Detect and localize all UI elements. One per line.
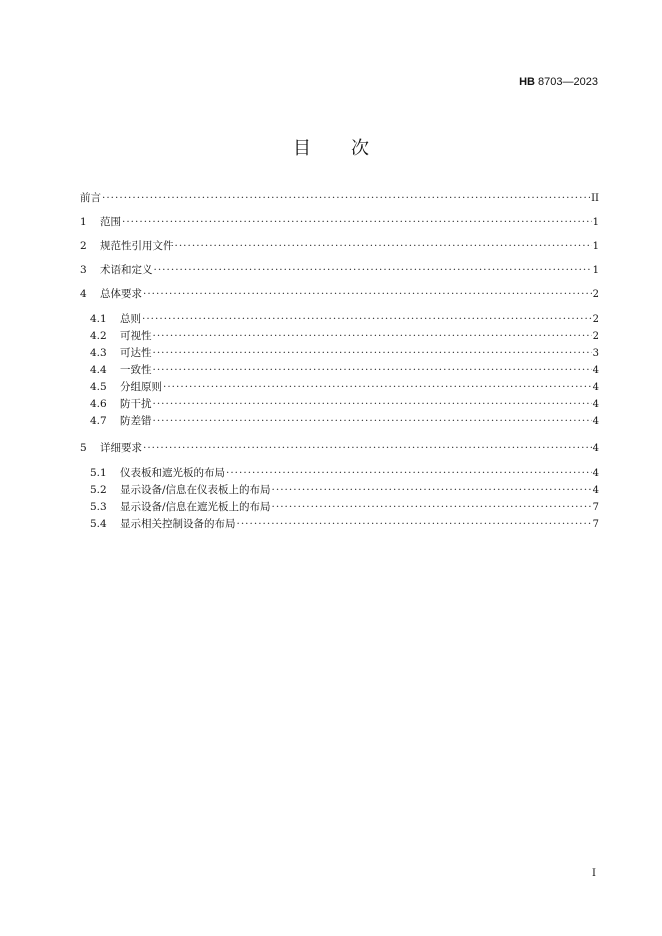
toc-entry-label: 前言 bbox=[80, 192, 101, 204]
toc-entry-number: 5.3 bbox=[90, 501, 107, 513]
toc-entry-number: 4.6 bbox=[90, 398, 107, 410]
toc-entry-page: 2 bbox=[592, 314, 599, 325]
toc-subentry[interactable] bbox=[90, 328, 599, 342]
toc-entry-label: 防差错 bbox=[120, 415, 152, 427]
toc-entry-label: 范围 bbox=[100, 216, 121, 228]
standard-code: 8703—2023 bbox=[538, 76, 598, 88]
leader-dots bbox=[143, 442, 592, 454]
toc-entry-page: 4 bbox=[592, 399, 599, 410]
toc-entry-page: 7 bbox=[592, 519, 599, 530]
page-folio: I bbox=[592, 868, 596, 879]
toc-entry-number: 5 bbox=[80, 442, 87, 454]
toc-entry-page: 4 bbox=[592, 382, 599, 393]
toc-entry-page: 1 bbox=[592, 265, 599, 276]
toc-entry-page: 1 bbox=[592, 241, 599, 252]
leader-dots bbox=[272, 484, 592, 496]
leader-dots bbox=[175, 240, 592, 252]
toc-entry[interactable] bbox=[80, 190, 599, 204]
leader-dots bbox=[102, 192, 590, 204]
toc-subentry[interactable] bbox=[90, 499, 599, 513]
leader-dots bbox=[272, 501, 592, 513]
toc-subentry[interactable] bbox=[90, 345, 599, 359]
toc-entry-label: 一致性 bbox=[120, 364, 152, 376]
toc-entry-number: 4 bbox=[80, 288, 87, 300]
leader-dots bbox=[226, 467, 592, 479]
toc-entry-label: 防干扰 bbox=[120, 398, 152, 410]
toc-subentry[interactable] bbox=[90, 516, 599, 530]
toc-entry-number: 3 bbox=[80, 264, 87, 276]
toc-entry-label: 分组原则 bbox=[120, 381, 162, 393]
toc-subentry[interactable] bbox=[90, 396, 599, 410]
standard-number bbox=[519, 76, 598, 88]
leader-dots bbox=[153, 364, 592, 376]
toc-subentry[interactable] bbox=[90, 413, 599, 427]
toc-entry-label: 显示相关控制设备的布局 bbox=[120, 518, 236, 530]
toc-entry-number: 5.4 bbox=[90, 518, 107, 530]
toc-subentry[interactable] bbox=[90, 482, 599, 496]
leader-dots bbox=[122, 216, 592, 228]
leader-dots bbox=[153, 398, 592, 410]
toc-entry-page: 4 bbox=[592, 416, 599, 427]
toc-entry-label: 显示设备/信息在仪表板上的布局 bbox=[120, 484, 271, 496]
toc-entry-page: II bbox=[591, 193, 599, 204]
leader-dots bbox=[153, 415, 592, 427]
leader-dots bbox=[154, 264, 592, 276]
toc-entry-label: 总则 bbox=[120, 313, 141, 325]
toc-entry-number: 1 bbox=[80, 216, 87, 228]
toc-entry-number: 4.2 bbox=[90, 330, 107, 342]
toc-subentry[interactable] bbox=[90, 465, 599, 479]
leader-dots bbox=[163, 381, 592, 393]
toc-entry-label: 总体要求 bbox=[100, 288, 142, 300]
toc-entry-label: 可达性 bbox=[120, 347, 152, 359]
toc-entry-number: 5.1 bbox=[90, 467, 107, 479]
toc-entry-page: 4 bbox=[592, 485, 599, 496]
toc-entry-page: 1 bbox=[592, 217, 599, 228]
toc-entry-label: 仪表板和遮光板的布局 bbox=[120, 467, 225, 479]
toc-entry-page: 2 bbox=[592, 331, 599, 342]
toc-entry[interactable] bbox=[80, 262, 599, 276]
toc-entry-number: 4.7 bbox=[90, 415, 107, 427]
toc-entry-number: 4.4 bbox=[90, 364, 107, 376]
toc-entry-label: 术语和定义 bbox=[100, 264, 153, 276]
toc-subentry[interactable] bbox=[90, 362, 599, 376]
standard-prefix: HB bbox=[519, 76, 535, 88]
toc-entry-number: 2 bbox=[80, 240, 87, 252]
leader-dots bbox=[237, 518, 592, 530]
toc-entry-page: 4 bbox=[592, 443, 599, 454]
toc-entry-page: 3 bbox=[592, 348, 599, 359]
toc-subentry[interactable] bbox=[90, 311, 599, 325]
toc-entry-label: 显示设备/信息在遮光板上的布局 bbox=[120, 501, 271, 513]
toc-entry-number: 5.2 bbox=[90, 484, 107, 496]
toc-entry-label: 可视性 bbox=[120, 330, 152, 342]
toc-entry-label: 详细要求 bbox=[100, 442, 142, 454]
toc-entry-page: 4 bbox=[592, 365, 599, 376]
toc-subentry[interactable] bbox=[90, 379, 599, 393]
toc-entry[interactable] bbox=[80, 214, 599, 228]
toc-entry-label: 规范性引用文件 bbox=[100, 240, 174, 252]
toc-entry-page: 2 bbox=[592, 289, 599, 300]
toc-entry-number: 4.5 bbox=[90, 381, 107, 393]
toc-entry[interactable] bbox=[80, 238, 599, 252]
page-title: 目次 bbox=[293, 138, 409, 159]
leader-dots bbox=[142, 313, 592, 325]
leader-dots bbox=[153, 347, 592, 359]
toc-entry-number: 4.3 bbox=[90, 347, 107, 359]
toc-entry[interactable] bbox=[80, 440, 599, 454]
leader-dots bbox=[143, 288, 592, 300]
toc-entry-page: 7 bbox=[592, 502, 599, 513]
toc-entry[interactable] bbox=[80, 286, 599, 300]
leader-dots bbox=[153, 330, 592, 342]
toc-entry-page: 4 bbox=[592, 468, 599, 479]
toc-entry-number: 4.1 bbox=[90, 313, 107, 325]
